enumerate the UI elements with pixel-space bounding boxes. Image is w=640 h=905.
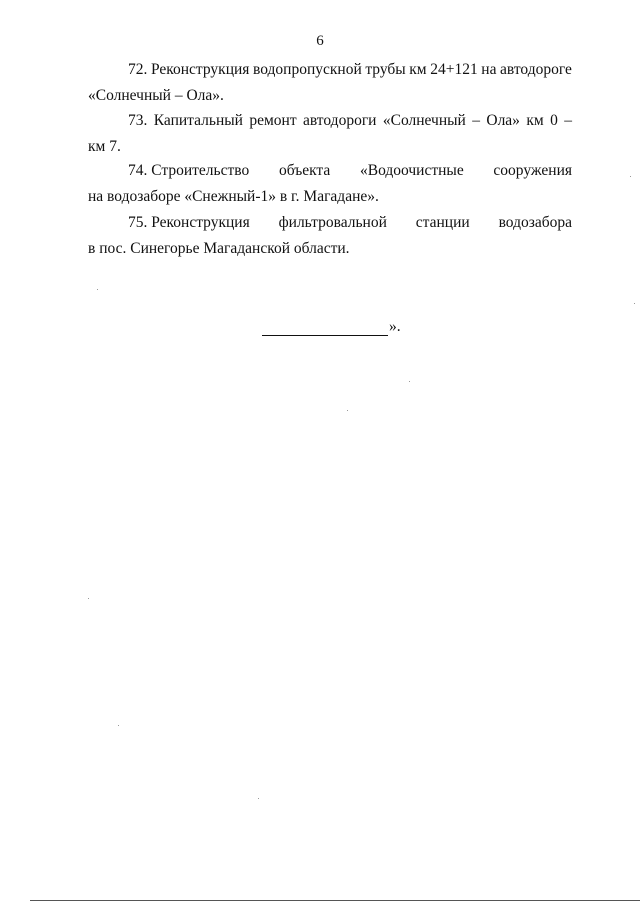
word: объекта xyxy=(278,162,331,179)
closing-line xyxy=(262,318,401,336)
word: фильтровальной xyxy=(278,214,387,231)
word: станции xyxy=(415,214,470,231)
item-74-line2: на водозаборе «Снежный-1» в г. Магадане». xyxy=(88,188,379,205)
word: – xyxy=(564,112,572,129)
word: трубы xyxy=(365,61,406,78)
scan-speck xyxy=(258,798,259,799)
item-75-line1 xyxy=(128,214,572,232)
word: автодороге xyxy=(500,61,572,78)
word: сооружения xyxy=(493,162,572,179)
item-72-line2: «Солнечный – Ола». xyxy=(88,87,224,104)
word: 24+121 xyxy=(430,61,478,78)
scan-speck xyxy=(347,410,348,411)
closing-rule xyxy=(262,321,388,336)
item-72-line1 xyxy=(128,61,572,79)
word: км xyxy=(409,61,427,78)
word: км xyxy=(526,112,544,129)
item-74-line1 xyxy=(128,162,572,180)
word: водопропускной xyxy=(253,61,362,78)
scan-speck xyxy=(634,303,635,304)
word: автодороги xyxy=(303,112,377,129)
closing-quote: ». xyxy=(389,318,401,335)
word: на xyxy=(481,61,497,78)
word: Капитальный xyxy=(153,112,243,129)
word: Реконструкция xyxy=(150,61,250,78)
scan-speck xyxy=(409,381,410,382)
scan-speck xyxy=(97,289,98,290)
word: «Солнечный xyxy=(382,112,466,129)
scan-speck xyxy=(88,598,89,599)
word: Ола» xyxy=(486,112,520,129)
item-73-line2: км 7. xyxy=(88,138,121,155)
scan-speck xyxy=(630,176,631,177)
word: 75. Реконструкция xyxy=(128,214,250,231)
word: водозабора xyxy=(498,214,572,231)
bottom-rule xyxy=(30,900,640,901)
word: 73. xyxy=(128,112,148,129)
item-75-line2: в пос. Синегорье Магаданской области. xyxy=(88,240,350,257)
word: ремонт xyxy=(249,112,297,129)
word: – xyxy=(472,112,480,129)
word: 0 xyxy=(550,112,558,129)
page-number: 6 xyxy=(316,33,324,49)
word: «Водоочистные xyxy=(359,162,464,179)
item-73-line1 xyxy=(128,112,572,130)
word: 72. xyxy=(128,61,148,78)
scan-speck xyxy=(118,725,119,726)
word: 74. Строительство xyxy=(128,162,250,179)
